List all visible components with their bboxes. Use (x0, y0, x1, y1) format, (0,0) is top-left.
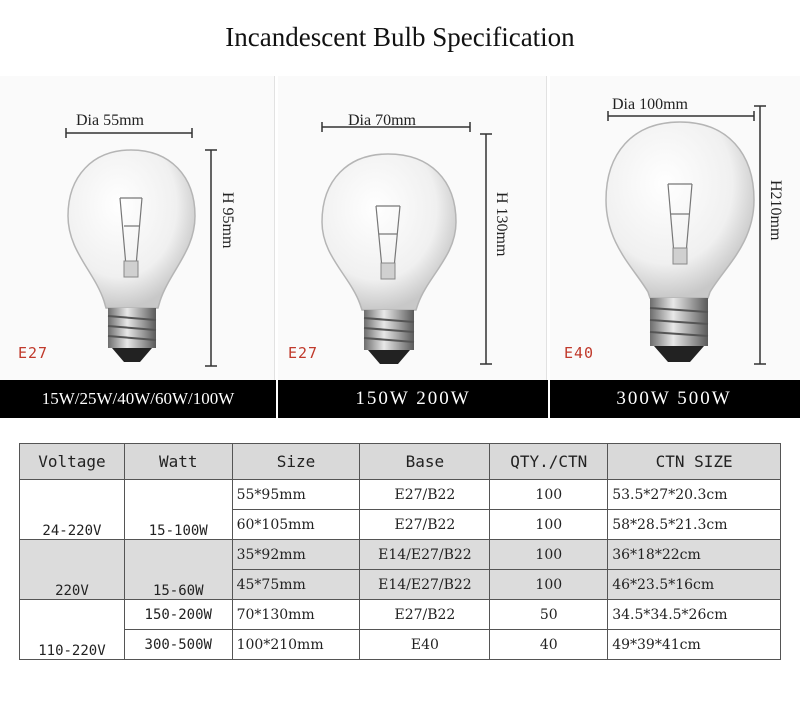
table-row (20, 540, 781, 570)
wattage-small: 15W/25W/40W/60W/100W (41, 389, 235, 408)
ctn-size-cell: 34.5*34.5*26cm (608, 600, 781, 630)
watt-cell: 300-500W (124, 630, 232, 660)
wattage-bar (0, 380, 800, 418)
base-label: E40 (564, 344, 595, 362)
ctn-size-cell: 58*28.5*21.3cm (608, 510, 781, 540)
voltage-cell: 220V (20, 540, 125, 600)
table-header-row (20, 444, 781, 480)
base-cell: E27/B22 (360, 480, 490, 510)
dia-label: Dia 100mm (612, 96, 688, 113)
header-watt: Watt (124, 444, 232, 480)
ctn-size-cell: 49*39*41cm (608, 630, 781, 660)
voltage-cell: 24-220V (20, 480, 125, 540)
ctn-size-cell: 36*18*22cm (608, 540, 781, 570)
wattage-medium: 150W 200W (355, 388, 471, 409)
table-row (20, 600, 781, 630)
header-base: Base (360, 444, 490, 480)
qty-cell: 100 (490, 480, 608, 510)
bulb-panel-medium (278, 76, 546, 380)
base-cell: E27/B22 (360, 510, 490, 540)
base-cell: E40 (360, 630, 490, 660)
size-cell: 55*95mm (232, 480, 360, 510)
base-label: E27 (288, 344, 319, 362)
watt-cell: 150-200W (124, 600, 232, 630)
wattage-large: 300W 500W (616, 388, 732, 409)
header-size: Size (232, 444, 360, 480)
base-label: E27 (18, 344, 49, 362)
dia-label: Dia 70mm (348, 112, 416, 129)
bulb-large-illustration (550, 76, 800, 380)
base-cell: E27/B22 (360, 600, 490, 630)
spec-table (19, 443, 781, 660)
header-ctn-size: CTN SIZE (608, 444, 781, 480)
size-cell: 100*210mm (232, 630, 360, 660)
watt-cell: 15-60W (124, 540, 232, 600)
qty-cell: 40 (490, 630, 608, 660)
height-label: H210mm (767, 180, 784, 241)
header-qty: QTY./CTN (490, 444, 608, 480)
dia-label: Dia 55mm (76, 112, 144, 129)
base-cell: E14/E27/B22 (360, 570, 490, 600)
bulb-panel-small (0, 76, 274, 380)
base-cell: E14/E27/B22 (360, 540, 490, 570)
bulb-panels (0, 76, 800, 380)
qty-cell: 50 (490, 600, 608, 630)
bulb-panel-large (550, 76, 800, 380)
voltage-cell: 110-220V (20, 600, 125, 660)
page-title: Incandescent Bulb Specification (225, 22, 575, 52)
size-cell: 45*75mm (232, 570, 360, 600)
ctn-size-cell: 53.5*27*20.3cm (608, 480, 781, 510)
qty-cell: 100 (490, 540, 608, 570)
table-row (20, 480, 781, 510)
height-label: H 130mm (493, 192, 510, 257)
header-voltage: Voltage (20, 444, 125, 480)
size-cell: 35*92mm (232, 540, 360, 570)
height-label: H 95mm (219, 192, 236, 249)
qty-cell: 100 (490, 510, 608, 540)
size-cell: 70*130mm (232, 600, 360, 630)
watt-cell: 15-100W (124, 480, 232, 540)
ctn-size-cell: 46*23.5*16cm (608, 570, 781, 600)
size-cell: 60*105mm (232, 510, 360, 540)
table-row (20, 630, 781, 660)
qty-cell: 100 (490, 570, 608, 600)
